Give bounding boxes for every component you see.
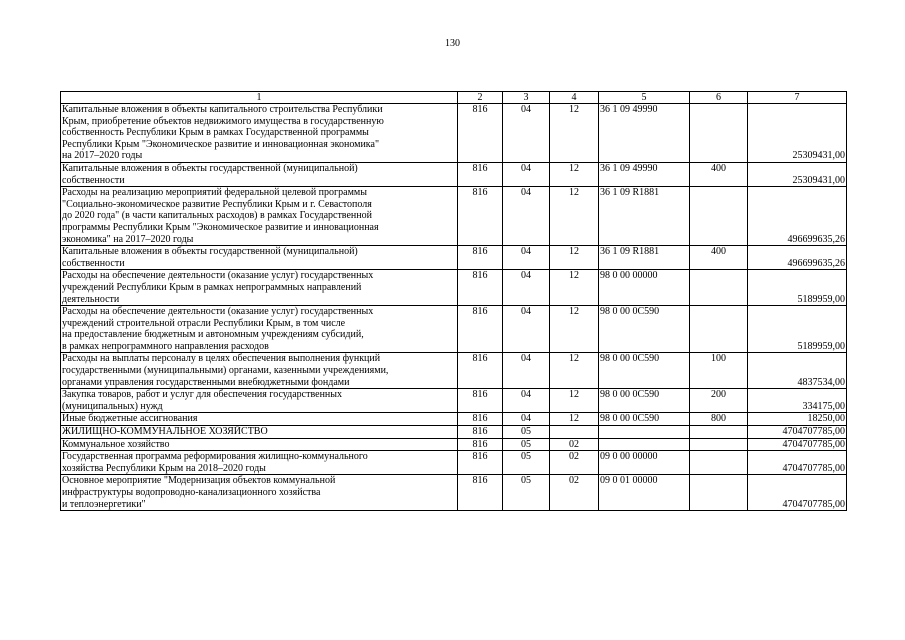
- section-code: 04: [503, 246, 550, 270]
- expense-type-code: [690, 426, 748, 439]
- row-description: [61, 389, 458, 413]
- target-article-code: 98 0 00 0С590: [599, 353, 690, 389]
- subsection-code: 12: [550, 389, 599, 413]
- description-line: Капитальные вложения в объекты государственной (муниципальной): [62, 246, 358, 258]
- row-description: [61, 426, 458, 439]
- header-cell: 7: [748, 92, 847, 104]
- target-article-code: 36 1 09 49990: [599, 162, 690, 186]
- table-row: [61, 246, 847, 270]
- target-article-code: 09 0 00 00000: [599, 451, 690, 475]
- amount: 18250,00: [748, 413, 847, 426]
- subsection-code: 12: [550, 413, 599, 426]
- table-row: [61, 451, 847, 475]
- section-code: 04: [503, 162, 550, 186]
- page-number: 130: [445, 38, 460, 49]
- description-line: Расходы на выплаты персоналу в целях обеспечения выполнения функций: [62, 353, 381, 365]
- subsection-code: 12: [550, 104, 599, 163]
- description-line: собственности: [62, 257, 125, 269]
- subsection-code: 12: [550, 270, 599, 306]
- section-code: 04: [503, 270, 550, 306]
- description-line: Капитальные вложения в объекты капитального строительства Республики: [62, 104, 383, 115]
- description-line: Коммунальное хозяйство: [62, 438, 170, 450]
- section-code: 05: [503, 426, 550, 439]
- ministry-code: 816: [458, 389, 503, 413]
- target-article-code: 98 0 00 0С590: [599, 413, 690, 426]
- row-description: [61, 475, 458, 511]
- row-description: [61, 246, 458, 270]
- row-description: [61, 306, 458, 353]
- subsection-code: 12: [550, 162, 599, 186]
- expense-type-code: [690, 475, 748, 511]
- header-row: [61, 92, 847, 104]
- expense-type-code: 100: [690, 353, 748, 389]
- header-cell: 2: [458, 92, 503, 104]
- row-description: [61, 104, 458, 163]
- description-line: инфраструктуры водопроводно-канализационного хозяйства: [62, 487, 321, 498]
- description-line: до 2020 года" (в части капитальных расходов) в рамках Государственной: [62, 210, 372, 222]
- section-code: 05: [503, 451, 550, 475]
- table-row: [61, 426, 847, 439]
- subsection-code: 12: [550, 306, 599, 353]
- expense-type-code: 800: [690, 413, 748, 426]
- subsection-code: 02: [550, 438, 599, 451]
- description-line: и теплоэнергетики": [62, 498, 146, 510]
- description-line: Закупка товаров, работ и услуг для обеспечения государственных: [62, 389, 343, 401]
- target-article-code: 36 1 09 49990: [599, 104, 690, 163]
- description-line: учреждений строительной отрасли Республики Крым, в том числе: [62, 317, 346, 329]
- amount: 5189959,00: [748, 270, 847, 306]
- amount: 25309431,00: [748, 104, 847, 163]
- description-line: Расходы на обеспечение деятельности (оказание услуг) государственных: [62, 270, 374, 282]
- ministry-code: 816: [458, 475, 503, 511]
- description-line: Расходы на обеспечение деятельности (оказание услуг) государственных: [62, 306, 374, 318]
- target-article-code: 36 1 09 R1881: [599, 187, 690, 246]
- subsection-code: 12: [550, 187, 599, 246]
- expense-type-code: 200: [690, 389, 748, 413]
- amount: 496699635,26: [748, 246, 847, 270]
- section-code: 05: [503, 475, 550, 511]
- expense-type-code: 400: [690, 246, 748, 270]
- section-code: 04: [503, 389, 550, 413]
- row-description: [61, 187, 458, 246]
- description-line: собственность Республики Крым в рамках Государственной программы: [62, 127, 369, 139]
- target-article-code: 36 1 09 R1881: [599, 246, 690, 270]
- amount: 25309431,00: [748, 162, 847, 186]
- table-row: [61, 475, 847, 511]
- subsection-code: [550, 426, 599, 439]
- description-line: Расходы на реализацию мероприятий федеральной целевой программы: [62, 187, 367, 199]
- ministry-code: 816: [458, 353, 503, 389]
- target-article-code: 98 0 00 0С590: [599, 306, 690, 353]
- amount: 334175,00: [748, 389, 847, 413]
- section-code: 04: [503, 306, 550, 353]
- table-row: [61, 187, 847, 246]
- header-cell: 3: [503, 92, 550, 104]
- section-code: 05: [503, 438, 550, 451]
- expense-type-code: [690, 187, 748, 246]
- description-line: учреждений Республики Крым в рамках непрограммных направлений: [62, 281, 362, 293]
- subsection-code: 12: [550, 353, 599, 389]
- section-code: 04: [503, 353, 550, 389]
- row-description: [61, 162, 458, 186]
- description-line: государственными (муниципальными) органами, казенными учреждениями,: [62, 365, 389, 377]
- header-cell: 1: [61, 92, 458, 104]
- amount: 4704707785,00: [748, 475, 847, 511]
- row-description: [61, 438, 458, 451]
- header-cell: 6: [690, 92, 748, 104]
- row-description: [61, 270, 458, 306]
- ministry-code: 816: [458, 187, 503, 246]
- section-code: 04: [503, 104, 550, 163]
- target-article-code: 09 0 01 00000: [599, 475, 690, 511]
- description-line: программы Республики Крым "Экономическое развитие и инновационная: [62, 221, 379, 233]
- table-row: [61, 104, 847, 163]
- expense-type-code: [690, 306, 748, 353]
- ministry-code: 816: [458, 104, 503, 163]
- table-row: [61, 306, 847, 353]
- subsection-code: 02: [550, 475, 599, 511]
- ministry-code: 816: [458, 270, 503, 306]
- description-line: хозяйства Республики Крым на 2018–2020 годы: [62, 462, 266, 474]
- table-row: [61, 162, 847, 186]
- expense-type-code: [690, 438, 748, 451]
- table-row: [61, 438, 847, 451]
- target-article-code: 98 0 00 0С590: [599, 389, 690, 413]
- description-line: Капитальные вложения в объекты государственной (муниципальной): [62, 162, 358, 174]
- expense-type-code: [690, 270, 748, 306]
- ministry-code: 816: [458, 306, 503, 353]
- description-line: "Социально-экономическое развитие Республики Крым и г. Севастополя: [62, 198, 372, 210]
- description-line: Государственная программа реформирования жилищно-коммунального: [62, 451, 368, 463]
- ministry-code: 816: [458, 438, 503, 451]
- description-line: ЖИЛИЩНО-КОММУНАЛЬНОЕ ХОЗЯЙСТВО: [62, 426, 268, 438]
- description-line: Крым, приобретение объектов недвижимого имущества в государственную: [62, 115, 384, 127]
- amount: 4837534,00: [748, 353, 847, 389]
- table-row: [61, 389, 847, 413]
- description-line: Республики Крым "Экономическое развитие и инновационная экономика": [62, 138, 380, 150]
- description-line: органами управления государственными внебюджетными фондами: [62, 376, 350, 388]
- target-article-code: [599, 438, 690, 451]
- ministry-code: 816: [458, 451, 503, 475]
- description-line: на 2017–2020 годы: [62, 150, 143, 162]
- section-code: 04: [503, 187, 550, 246]
- amount: 4704707785,00: [748, 451, 847, 475]
- description-line: на предоставление бюджетным и автономным учреждениям субсидий,: [62, 329, 364, 341]
- description-line: Основное мероприятие "Модернизация объектов коммунальной: [62, 475, 336, 487]
- table-row: [61, 413, 847, 426]
- row-description: [61, 413, 458, 426]
- budget-table: [60, 91, 847, 511]
- table-row: [61, 270, 847, 306]
- table-body: [61, 104, 847, 511]
- ministry-code: 816: [458, 162, 503, 186]
- description-line: (муниципальных) нужд: [62, 400, 163, 412]
- row-description: [61, 451, 458, 475]
- amount: 4704707785,00: [748, 426, 847, 439]
- description-line: в рамках непрограммного направления расходов: [62, 340, 269, 352]
- header-cell: 4: [550, 92, 599, 104]
- header-cell: 5: [599, 92, 690, 104]
- description-line: собственности: [62, 174, 125, 186]
- expense-type-code: [690, 451, 748, 475]
- section-code: 04: [503, 413, 550, 426]
- expense-type-code: 400: [690, 162, 748, 186]
- amount: 4704707785,00: [748, 438, 847, 451]
- subsection-code: 12: [550, 246, 599, 270]
- ministry-code: 816: [458, 246, 503, 270]
- amount: 5189959,00: [748, 306, 847, 353]
- target-article-code: [599, 426, 690, 439]
- table-row: [61, 353, 847, 389]
- description-line: деятельности: [62, 293, 120, 305]
- target-article-code: 98 0 00 00000: [599, 270, 690, 306]
- subsection-code: 02: [550, 451, 599, 475]
- description-line: Иные бюджетные ассигнования: [62, 413, 198, 425]
- description-line: экономика" на 2017–2020 годы: [62, 233, 194, 245]
- ministry-code: 816: [458, 426, 503, 439]
- ministry-code: 816: [458, 413, 503, 426]
- expense-type-code: [690, 104, 748, 163]
- amount: 496699635,26: [748, 187, 847, 246]
- row-description: [61, 353, 458, 389]
